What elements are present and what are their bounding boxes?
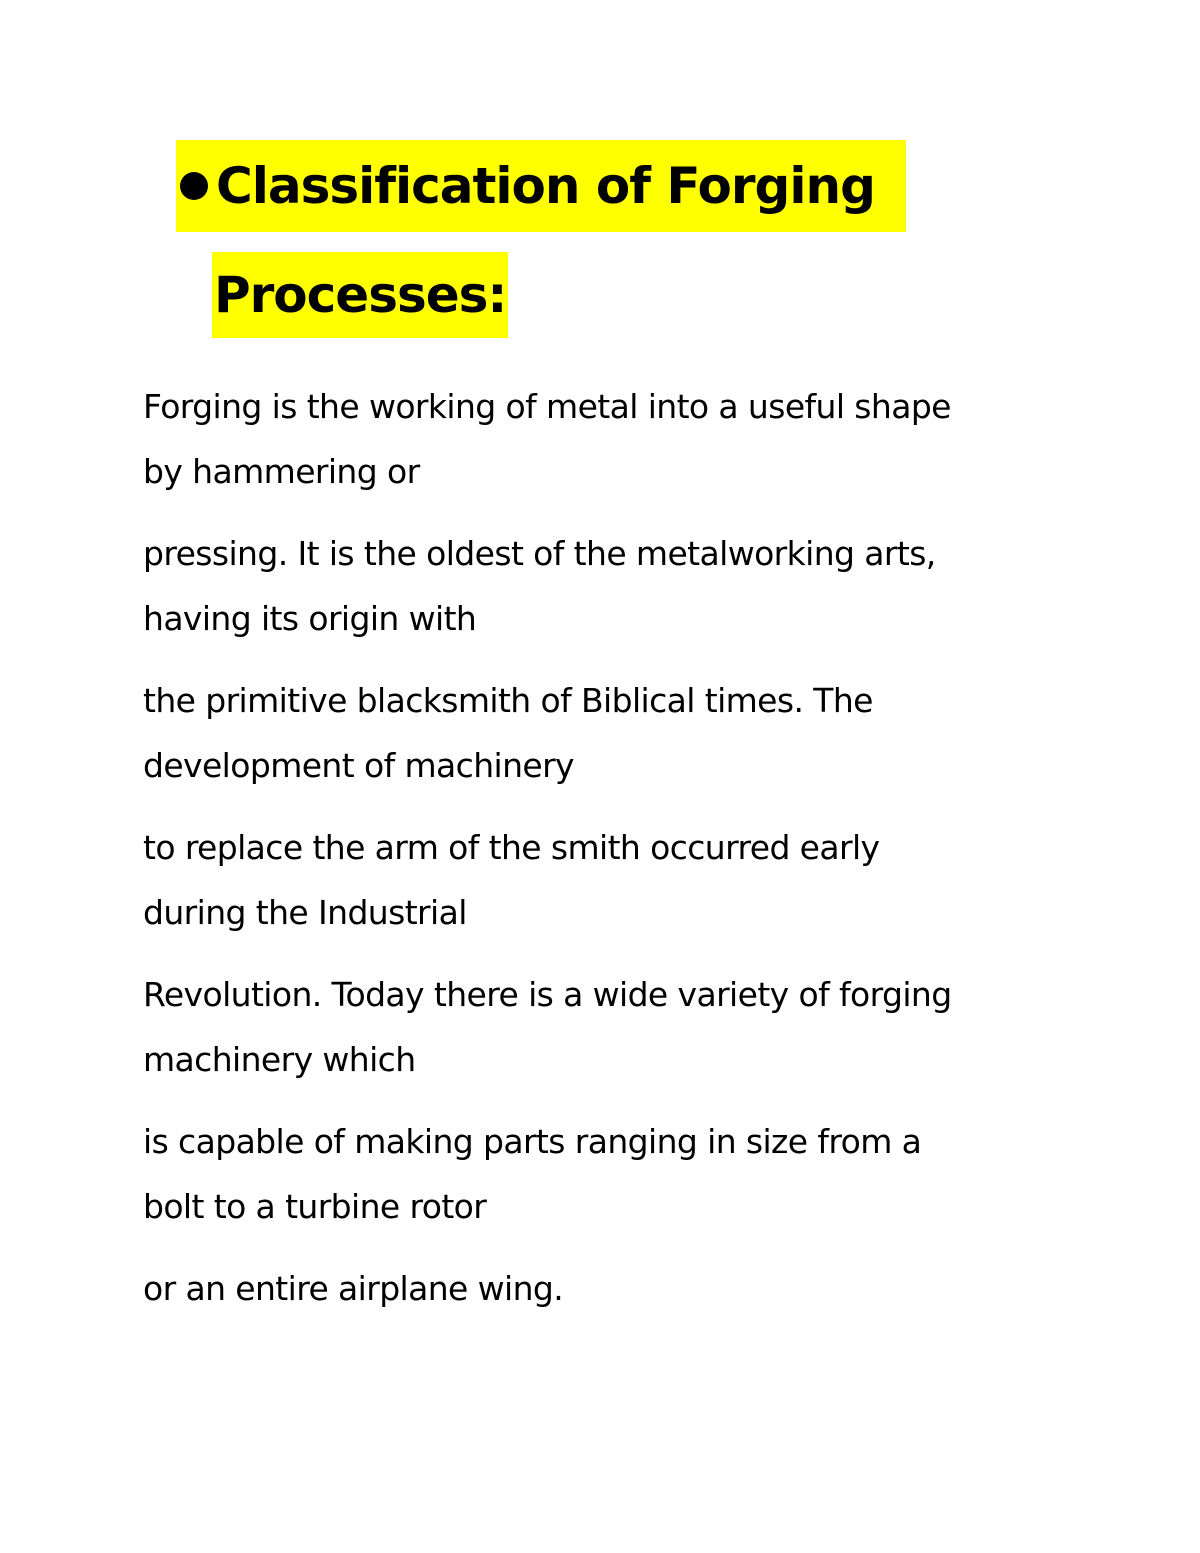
paragraph bbox=[143, 1256, 1053, 1321]
section-heading bbox=[176, 140, 936, 324]
heading-text-1: Classification of Forging bbox=[216, 157, 875, 215]
text-line: during the Industrial bbox=[143, 893, 467, 932]
bullet-icon bbox=[180, 172, 208, 200]
text-line: bolt to a turbine rotor bbox=[143, 1187, 487, 1226]
paragraph bbox=[143, 521, 1053, 651]
text-line: by hammering or bbox=[143, 452, 420, 491]
text-line: Revolution. Today there is a wide variety of forging bbox=[143, 975, 952, 1014]
paragraph bbox=[143, 815, 1053, 945]
paragraph bbox=[143, 374, 1053, 504]
text-line: machinery which bbox=[143, 1040, 416, 1079]
text-line: is capable of making parts ranging in size from a bbox=[143, 1122, 922, 1161]
text-line: having its origin with bbox=[143, 599, 477, 638]
heading-line-1 bbox=[176, 140, 906, 232]
text-line: or an entire airplane wing. bbox=[143, 1269, 564, 1308]
text-line: pressing. It is the oldest of the metalworking arts, bbox=[143, 534, 936, 573]
paragraph bbox=[143, 962, 1053, 1092]
text-line: to replace the arm of the smith occurred early bbox=[143, 828, 880, 867]
text-line: the primitive blacksmith of Biblical times. The bbox=[143, 681, 873, 720]
paragraph bbox=[143, 668, 1053, 798]
body-text bbox=[143, 374, 1053, 1338]
paragraph bbox=[143, 1109, 1053, 1239]
text-line: development of machinery bbox=[143, 746, 574, 785]
heading-line-2: Processes: bbox=[212, 252, 508, 338]
text-line: Forging is the working of metal into a useful shape bbox=[143, 387, 951, 426]
